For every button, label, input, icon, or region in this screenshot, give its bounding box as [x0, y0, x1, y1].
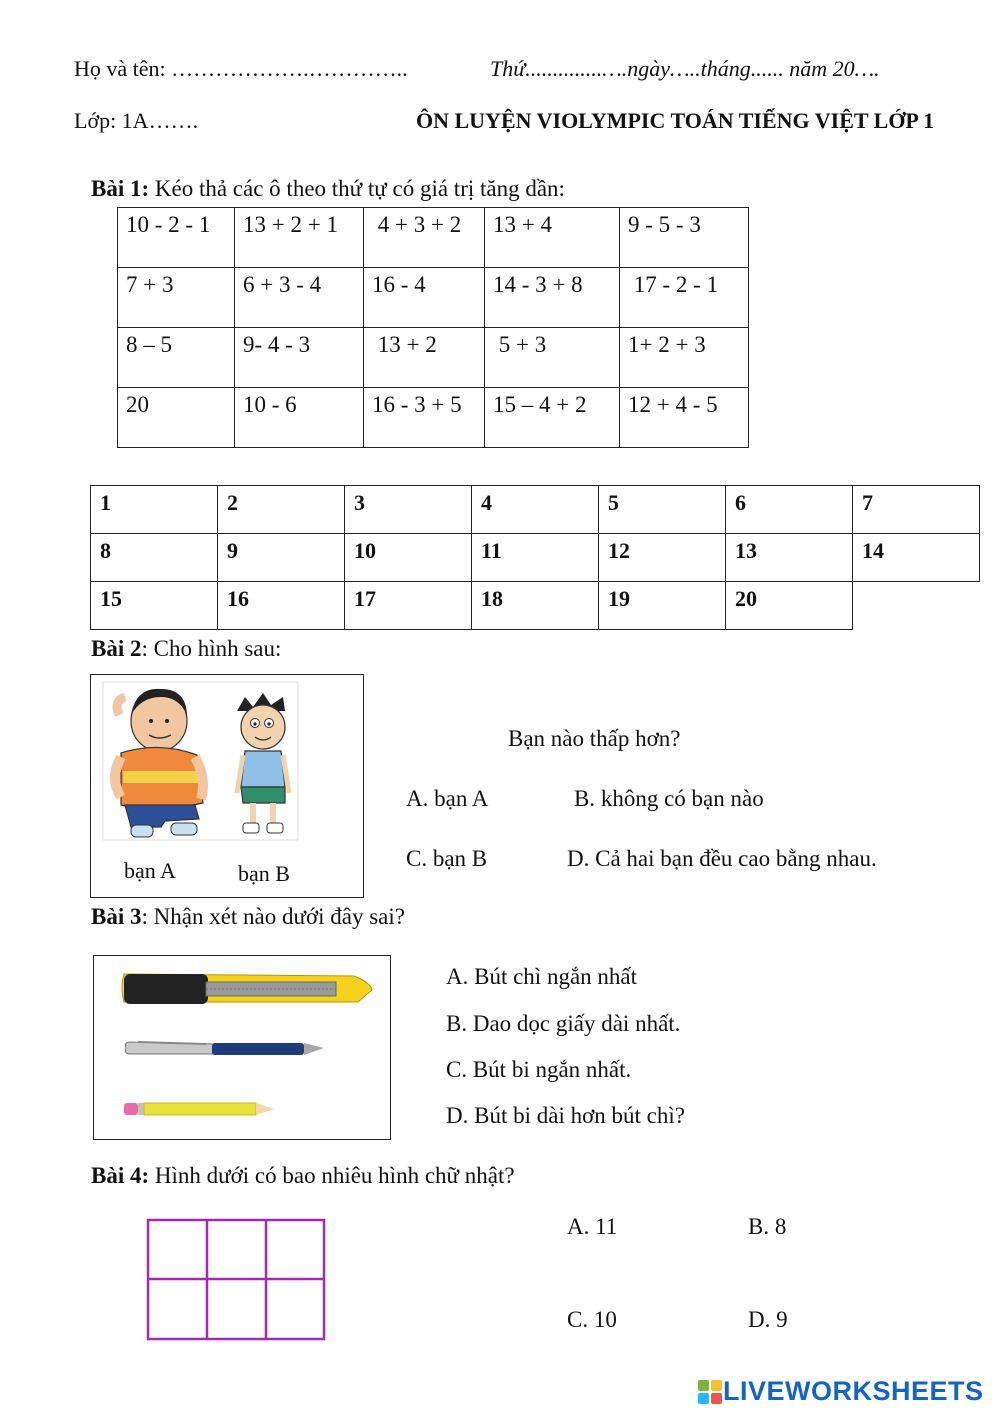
- empty-slot: [853, 582, 980, 630]
- expression-cell[interactable]: 16 - 3 + 5: [364, 388, 485, 448]
- caption-a: bạn A: [124, 858, 176, 883]
- expression-cell[interactable]: 13 + 2 + 1: [235, 208, 364, 268]
- number-slot[interactable]: 12: [599, 534, 726, 582]
- number-slot[interactable]: 17: [345, 582, 472, 630]
- number-slot[interactable]: 1: [91, 486, 218, 534]
- exercise-2-option-a[interactable]: A. bạn A: [406, 786, 489, 811]
- number-slot[interactable]: 18: [472, 582, 599, 630]
- page-title: ÔN LUYỆN VIOLYMPIC TOÁN TIẾNG VIỆT LỚP 1: [416, 108, 935, 133]
- exercise-1-label: Bài 1:: [91, 176, 150, 201]
- number-slot[interactable]: 20: [726, 582, 853, 630]
- exercise-2-question: Bạn nào thấp hơn?: [508, 726, 681, 751]
- expression-cell[interactable]: 8 – 5: [118, 328, 235, 388]
- exercise-3-option-c[interactable]: C. Bút bi ngắn nhất.: [446, 1057, 632, 1082]
- expression-row: [118, 208, 749, 268]
- number-slot[interactable]: 6: [726, 486, 853, 534]
- date-field-label: Thứ..............….ngày…..tháng...... năm 20….: [490, 56, 880, 81]
- number-row: [91, 486, 980, 534]
- exercise-3-label: Bài 3: [91, 904, 142, 929]
- expression-cell[interactable]: 13 + 2: [364, 328, 485, 388]
- expression-cell[interactable]: 13 + 4: [485, 208, 620, 268]
- liveworksheets-logo-text: LIVEWORKSHEETS: [723, 1376, 984, 1406]
- number-table: [90, 485, 980, 630]
- number-slot[interactable]: 11: [472, 534, 599, 582]
- exercise-4-option-b[interactable]: B. 8: [748, 1214, 787, 1239]
- number-slot[interactable]: 5: [599, 486, 726, 534]
- name-field-label: Họ và tên: ……………….…………..: [74, 56, 408, 81]
- expression-cell[interactable]: 5 + 3: [485, 328, 620, 388]
- pencil-figure: [124, 1103, 274, 1115]
- expression-cell[interactable]: 4 + 3 + 2: [364, 208, 485, 268]
- expression-cell[interactable]: 17 - 2 - 1: [620, 268, 749, 328]
- number-slot[interactable]: 15: [91, 582, 218, 630]
- expression-cell[interactable]: 15 – 4 + 2: [485, 388, 620, 448]
- exercise-4-option-a[interactable]: A. 11: [567, 1214, 618, 1239]
- number-slot[interactable]: 13: [726, 534, 853, 582]
- exercise-3-text: : Nhận xét nào dưới đây sai?: [141, 904, 405, 929]
- exercise-4-heading: [91, 1163, 515, 1189]
- number-slot[interactable]: 4: [472, 486, 599, 534]
- expression-cell[interactable]: 16 - 4: [364, 268, 485, 328]
- number-slot[interactable]: 2: [218, 486, 345, 534]
- tools-frame: [93, 955, 391, 1140]
- number-slot[interactable]: 3: [345, 486, 472, 534]
- liveworksheets-logo-icon: [697, 1379, 723, 1405]
- number-row: [91, 534, 980, 582]
- exercise-2-option-d[interactable]: D. Cả hai bạn đều cao bằng nhau.: [567, 846, 877, 871]
- rectangle-grid-figure: [146, 1218, 328, 1342]
- expression-cell[interactable]: 20: [118, 388, 235, 448]
- liveworksheets-logo[interactable]: [697, 1376, 984, 1407]
- expression-row: [118, 268, 749, 328]
- exercise-1-heading: [91, 176, 565, 202]
- expression-cell[interactable]: 9- 4 - 3: [235, 328, 364, 388]
- expression-cell[interactable]: 9 - 5 - 3: [620, 208, 749, 268]
- expression-cell[interactable]: 10 - 6: [235, 388, 364, 448]
- utility-knife-figure: [122, 974, 372, 1004]
- number-slot[interactable]: 8: [91, 534, 218, 582]
- number-slot[interactable]: 9: [218, 534, 345, 582]
- exercise-4-option-d[interactable]: D. 9: [748, 1307, 788, 1332]
- expression-row: [118, 328, 749, 388]
- expression-table: [117, 207, 749, 448]
- exercise-2-option-b[interactable]: B. không có bạn nào: [574, 786, 764, 811]
- number-slot[interactable]: 14: [853, 534, 980, 582]
- expression-cell[interactable]: 10 - 2 - 1: [118, 208, 235, 268]
- exercise-1-text: Kéo thả các ô theo thứ tự có giá trị tăng dần:: [149, 176, 565, 201]
- exercise-4-text: Hình dưới có bao nhiêu hình chữ nhật?: [149, 1163, 515, 1188]
- ballpoint-pen-figure: [126, 1042, 325, 1055]
- exercise-3-option-b[interactable]: B. Dao dọc giấy dài nhất.: [446, 1011, 681, 1036]
- expression-cell[interactable]: 14 - 3 + 8: [485, 268, 620, 328]
- number-slot[interactable]: 16: [218, 582, 345, 630]
- expression-row: [118, 388, 749, 448]
- expression-cell[interactable]: 12 + 4 - 5: [620, 388, 749, 448]
- caption-b: bạn B: [238, 861, 290, 886]
- class-label: Lớp: 1A…….: [74, 108, 199, 133]
- expression-cell[interactable]: 7 + 3: [118, 268, 235, 328]
- number-row: [91, 582, 980, 630]
- exercise-3-option-a[interactable]: A. Bút chì ngắn nhất: [446, 964, 637, 989]
- exercise-2-label: Bài 2: [91, 636, 142, 661]
- expression-cell[interactable]: 1+ 2 + 3: [620, 328, 749, 388]
- number-slot[interactable]: 7: [853, 486, 980, 534]
- number-slot[interactable]: 10: [345, 534, 472, 582]
- exercise-4-option-c[interactable]: C. 10: [567, 1307, 617, 1332]
- tools-illustration: [94, 956, 390, 1139]
- exercise-3-option-d[interactable]: D. Bút bi dài hơn bút chì?: [446, 1103, 685, 1128]
- character-a-figure: [115, 689, 203, 837]
- expression-cell[interactable]: 6 + 3 - 4: [235, 268, 364, 328]
- exercise-2-heading: [91, 636, 281, 662]
- exercise-2-text: : Cho hình sau:: [141, 636, 282, 661]
- character-b-figure: [237, 693, 289, 833]
- exercise-3-heading: [91, 904, 405, 930]
- number-slot[interactable]: 19: [599, 582, 726, 630]
- exercise-4-label: Bài 4:: [91, 1163, 150, 1188]
- exercise-2-option-c[interactable]: C. bạn B: [406, 846, 488, 871]
